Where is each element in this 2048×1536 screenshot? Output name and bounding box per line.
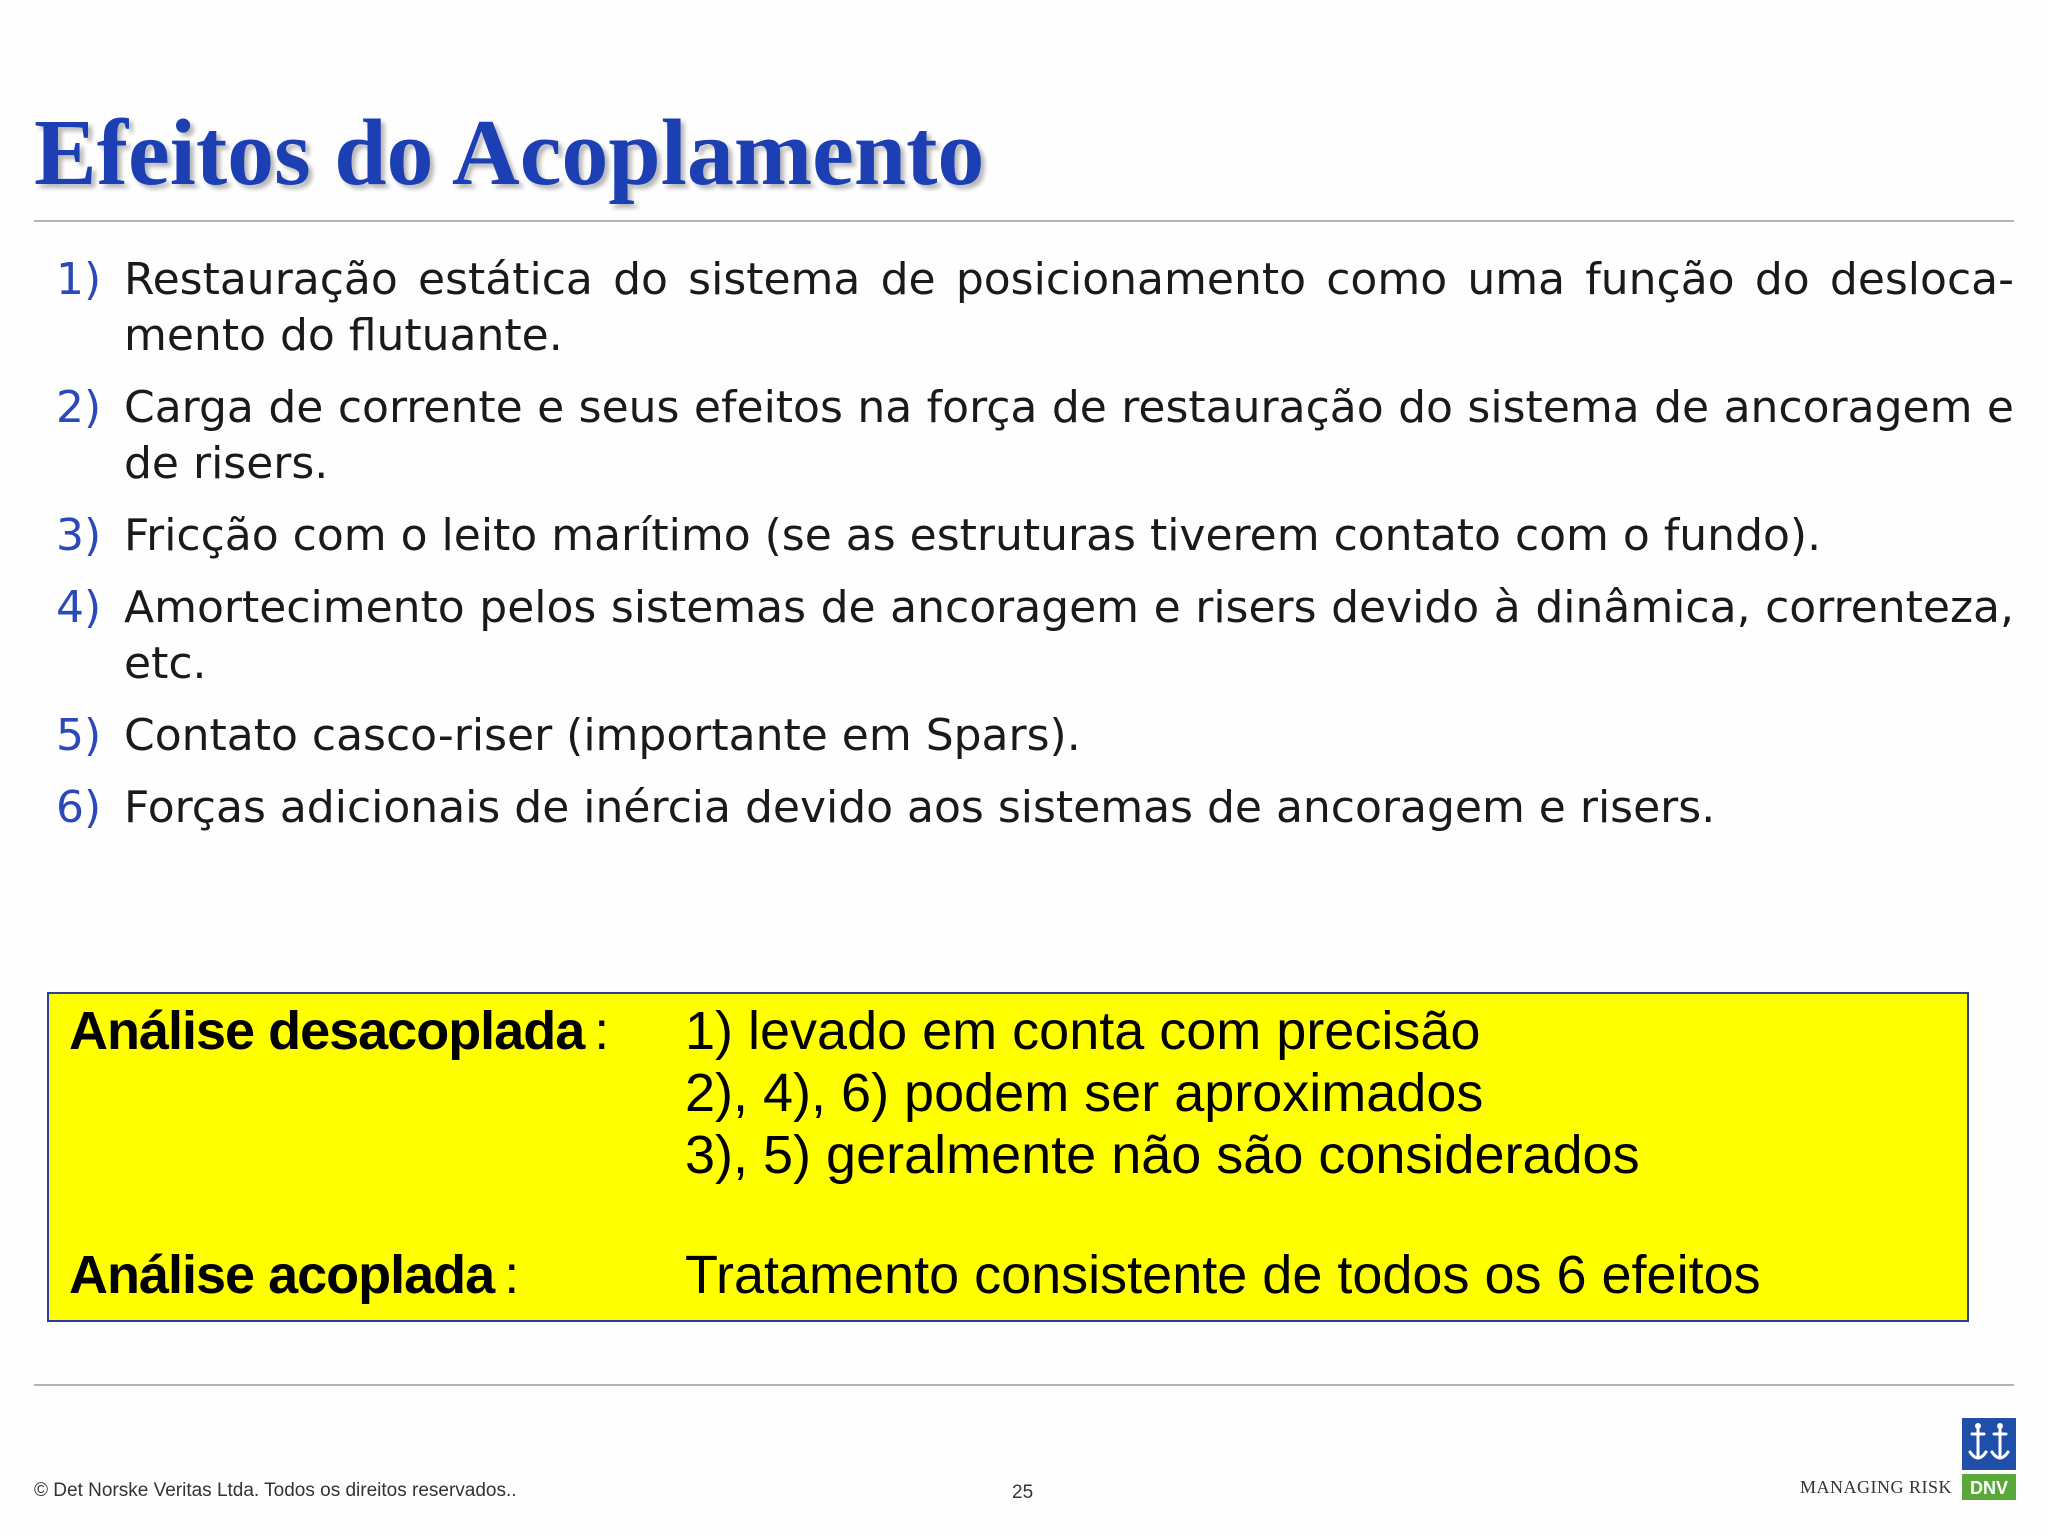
effect-number: 5) bbox=[56, 710, 102, 761]
effect-text: Restauração estática do sistema de posicionamento como uma função do deslocamento do flutuante. bbox=[124, 254, 2014, 361]
copyright-notice: © Det Norske Veritas Ltda. Todos os direitos reservados.. bbox=[34, 1480, 517, 1501]
effect-number: 2) bbox=[56, 382, 102, 433]
effect-item-4 bbox=[56, 580, 2014, 692]
coupled-analysis-notes bbox=[685, 1244, 1761, 1306]
analysis-summary-box bbox=[47, 992, 1969, 1322]
uncoupled-note-1: 1) levado em conta com precisão bbox=[685, 1001, 1481, 1061]
logo-text: DNV bbox=[1969, 1478, 2009, 1498]
effect-text: Fricção com o leito marítimo (se as estruturas tiverem contato com o fundo). bbox=[124, 510, 1822, 561]
label-colon: : bbox=[504, 1245, 520, 1305]
effect-text: Forças adicionais de inércia devido aos sistemas de ancoragem e risers. bbox=[124, 782, 1716, 833]
title-divider bbox=[34, 220, 2014, 222]
effect-number: 6) bbox=[56, 782, 102, 833]
effect-item-6 bbox=[56, 780, 2014, 836]
effects-list bbox=[56, 252, 2014, 852]
effect-item-5 bbox=[56, 708, 2014, 764]
page-number: 25 bbox=[1012, 1482, 1034, 1503]
footer-divider bbox=[34, 1384, 2014, 1386]
managing-risk-tagline: MANAGING RISK bbox=[1800, 1477, 1953, 1497]
uncoupled-note-3: 3), 5) geralmente não são considerados bbox=[685, 1125, 1640, 1185]
uncoupled-analysis-notes bbox=[685, 1000, 1640, 1186]
effect-number: 3) bbox=[56, 510, 102, 561]
slide-title: Efeitos do Acoplamento bbox=[34, 101, 985, 205]
coupled-note: Tratamento consistente de todos os 6 efeitos bbox=[685, 1245, 1761, 1305]
effect-item-1 bbox=[56, 252, 2014, 364]
dnv-logo-icon bbox=[1962, 1418, 2016, 1502]
effect-text: Contato casco-riser (importante em Spars). bbox=[124, 710, 1081, 761]
uncoupled-label-text: Análise desacoplada bbox=[69, 1001, 585, 1061]
effect-text: Amortecimento pelos sistemas de ancoragem e risers devido à dinâmica, correnteza, etc. bbox=[124, 582, 2014, 689]
effect-number: 1) bbox=[56, 254, 102, 305]
effect-number: 4) bbox=[56, 582, 102, 633]
uncoupled-note-2: 2), 4), 6) podem ser aproximados bbox=[685, 1063, 1484, 1123]
uncoupled-analysis-label bbox=[69, 1000, 609, 1062]
label-colon: : bbox=[594, 1001, 610, 1061]
effect-item-3 bbox=[56, 508, 2014, 564]
coupled-analysis-label bbox=[69, 1244, 519, 1306]
effect-item-2 bbox=[56, 380, 2014, 492]
coupled-label-text: Análise acoplada bbox=[69, 1245, 495, 1305]
effect-text: Carga de corrente e seus efeitos na força de restauração do sistema de ancoragem e de risers. bbox=[124, 382, 2014, 489]
